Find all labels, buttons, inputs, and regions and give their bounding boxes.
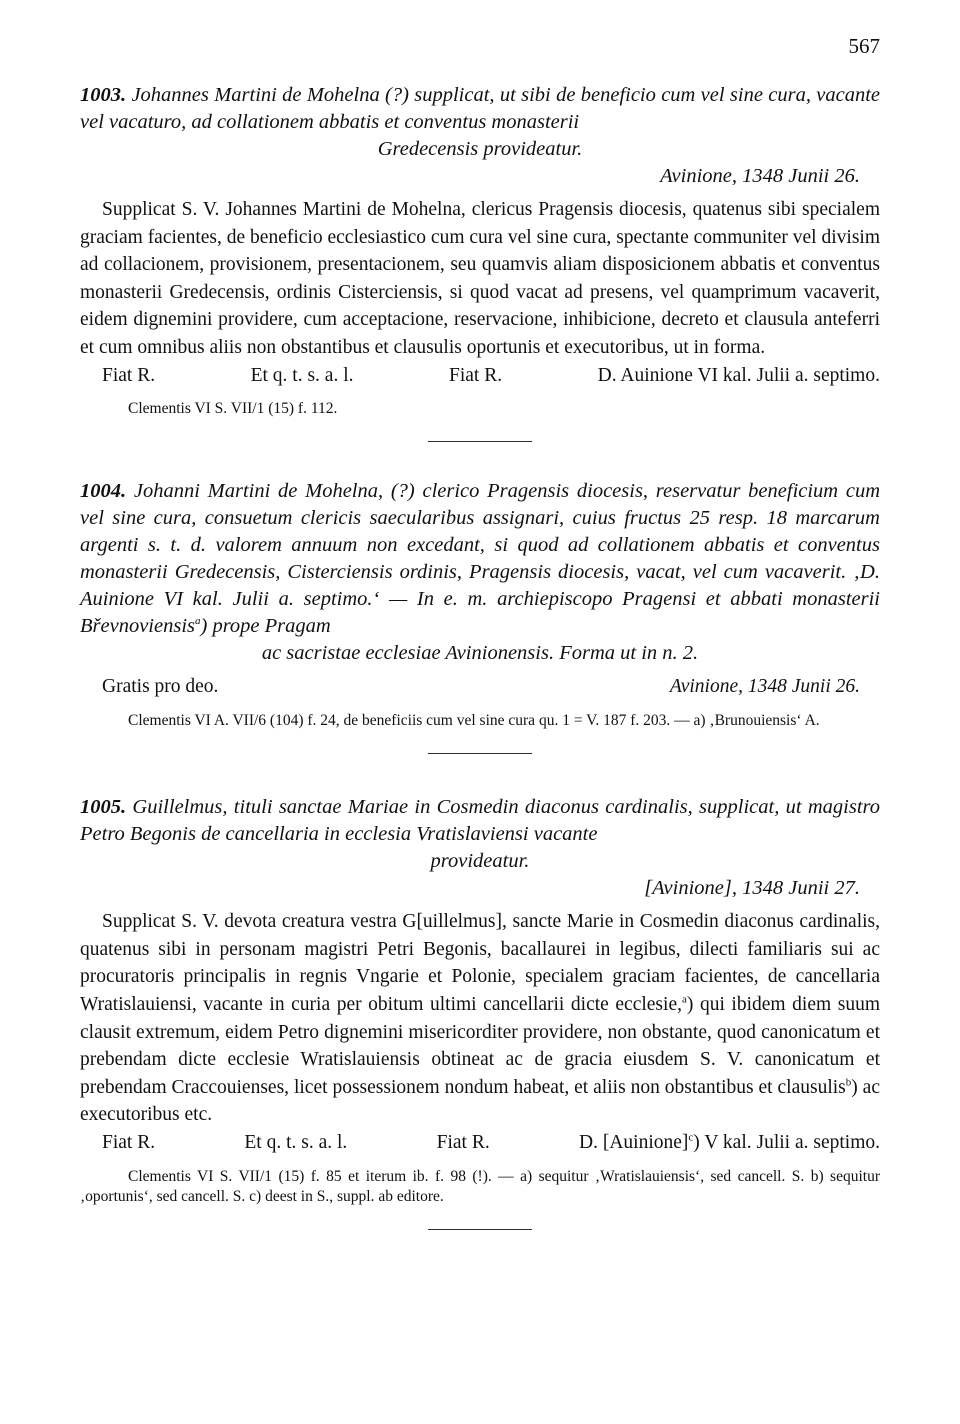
- body-text: Supplicat S. V. devota creatura vestra G[uillelmus], sancte Marie in Cosmedin diaconus cardinalis, quatenus sibi in personam magistri Petri Begonis, bacallaurei in legibus, dilecti familiaris sui ac procuratoris principalis in regnis Vngarie et Polonie, specialem graciam facientes, de cancellaria Wratislauiensi, vacante in curia per obitum ultimi cancellarii dicte ecclesie,: [80, 911, 880, 1015]
- entry-title: Guillelmus, tituli sanctae Mariae in Cosmedin diaconus cardinalis, supplicat, ut magistro Petro Begonis de cancellaria in ecclesia Vratislaviensi vacante: [80, 796, 881, 846]
- entry-title-line: Johannes Martini de Mohelna (?) supplicat, ut sibi de beneficio cum vel: [131, 84, 725, 106]
- source-note: Clementis VI S. VII/1 (15) f. 112.: [128, 400, 338, 418]
- fiat-text: ) V kal. Julii a. septimo.: [693, 1131, 880, 1153]
- page-number: 567: [848, 34, 880, 58]
- entry-1005-body: [80, 908, 880, 1156]
- fiat-part: Et q. t. s. a. l.: [250, 364, 354, 386]
- fiat-part: Fiat R.: [102, 1131, 156, 1153]
- source-note: Clementis VI A. VII/6 (104) f. 24, de beneficiis cum vel sine cura qu. 1 = V. 187 f. 203. — a) ‚Brunouiensis‘ A.: [128, 712, 820, 730]
- gratis-row: [80, 673, 880, 701]
- separator-rule: [428, 1229, 532, 1230]
- entry-title-line: provideatur.: [430, 850, 530, 873]
- fiat-text: D. [Auinione]: [579, 1131, 689, 1153]
- footnote-marker: a: [195, 615, 201, 628]
- fiat-part: Et q. t. s. a. l.: [244, 1131, 348, 1153]
- entry-1005-heading: [80, 794, 880, 902]
- source-note: Clementis VI S. VII/1 (15) f. 85 et iterum ib. f. 98 (!). — a) sequitur ‚Wratislauiensis‘, sed cancell. S. b) sequitur ‚oportunis‘, sed cancell. S. c) deest in S., suppl. ab editore.: [80, 1167, 880, 1205]
- fiat-part: Fiat R.: [449, 364, 503, 386]
- gratis-text: Gratis pro deo.: [102, 676, 219, 698]
- entry-1004-heading: [80, 478, 880, 667]
- fiat-part: Fiat R.: [102, 364, 156, 386]
- separator-rule: [428, 441, 532, 442]
- fiat-line: [80, 362, 880, 390]
- entry-date: [Avinione], 1348 Junii 27.: [644, 877, 860, 900]
- entry-1003-body: [80, 196, 880, 389]
- body-text: ) ac executoribus etc.: [80, 1076, 880, 1126]
- body-paragraph: Supplicat S. V. Johannes Martini de Mohelna, clericus Pragensis diocesis, quatenus sibi specialem graciam facientes, de beneficio ecclesiastico cum cura vel sine cura, spectante communiter vel divisim ad collacionem, provisionem, presentacionem, seu quamvis aliam disposicionem abbatis et conventus monasterii Gredecensis, ordinis Cisterciensis, si quod vacat ad presens, vel quamprimum vacaverit, eidem dignemini providere, cum acceptacione, reservacione, inhibicione, decreto et clausula anteferri et cum omnibus aliis non obstantibus et clausulis oportunis et executoribus, ut in forma.: [80, 199, 880, 358]
- separator-rule: [428, 753, 532, 754]
- entry-number: 1005.: [80, 796, 127, 819]
- entry-date: Avinione, 1348 Junii 26.: [669, 676, 860, 698]
- entry-date: Avinione, 1348 Junii 26.: [660, 165, 860, 187]
- footnote-marker: c: [688, 1131, 694, 1144]
- footnote-marker: b: [845, 1076, 852, 1089]
- fiat-part: [579, 1129, 880, 1157]
- body-text: ) qui ibidem diem suum clausit extremum, eidem Petro dignemini misericorditer providere, non obstante, quod canonicatum et prebendam dicte ecclesie Wratislauiensis obtineat ac de gracia eiusdem S. V. canonicatum et prebendam Craccouienses, licet possessionem nondum habeat, et aliis non obstantibus et clausulis: [80, 993, 880, 1098]
- fiat-line: [80, 1129, 880, 1157]
- entry-title-line: ac sacristae ecclesiae Avinionensis. Forma ut in n. 2.: [261, 642, 699, 665]
- body-paragraph: [80, 908, 880, 1129]
- entry-number: 1004.: [80, 480, 127, 503]
- entry-title-line: Gredecensis provideatur.: [377, 138, 583, 160]
- fiat-part: Fiat R.: [436, 1131, 490, 1153]
- entry-title-line: sine cura, vacante vel vacaturo, ad collationem abbatis et conventus monasterii: [80, 84, 881, 133]
- fiat-part: D. Auinione VI kal. Julii a. septimo.: [597, 364, 880, 386]
- document-page: [80, 30, 880, 1230]
- entry-1003-heading: [80, 82, 880, 190]
- footnote-marker: a: [681, 993, 687, 1006]
- entry-title: Johanni Martini de Mohelna, (?) clerico Pragensis diocesis, reservatur beneficium cum vel sine cura, consuetum clericis saecularibus assignari, cuius fructus 25 resp. 18 marcarum argenti s. t. d. valorem annuum non excedant, si quod ad collationem abbatis et conventus monasterii Gredecensis, Cisterciensis ordinis, Pragensis diocesis, vacat, vel cum vacaverit. ‚D. Auinione VI kal. Julii a. septimo.‘ — In e. m. archiepiscopo Pragensi et abbati monasterii Břevnoviensis: [80, 480, 880, 638]
- entry-number: 1003.: [80, 84, 127, 106]
- entry-title-tail: ) prope Pragam: [200, 615, 331, 638]
